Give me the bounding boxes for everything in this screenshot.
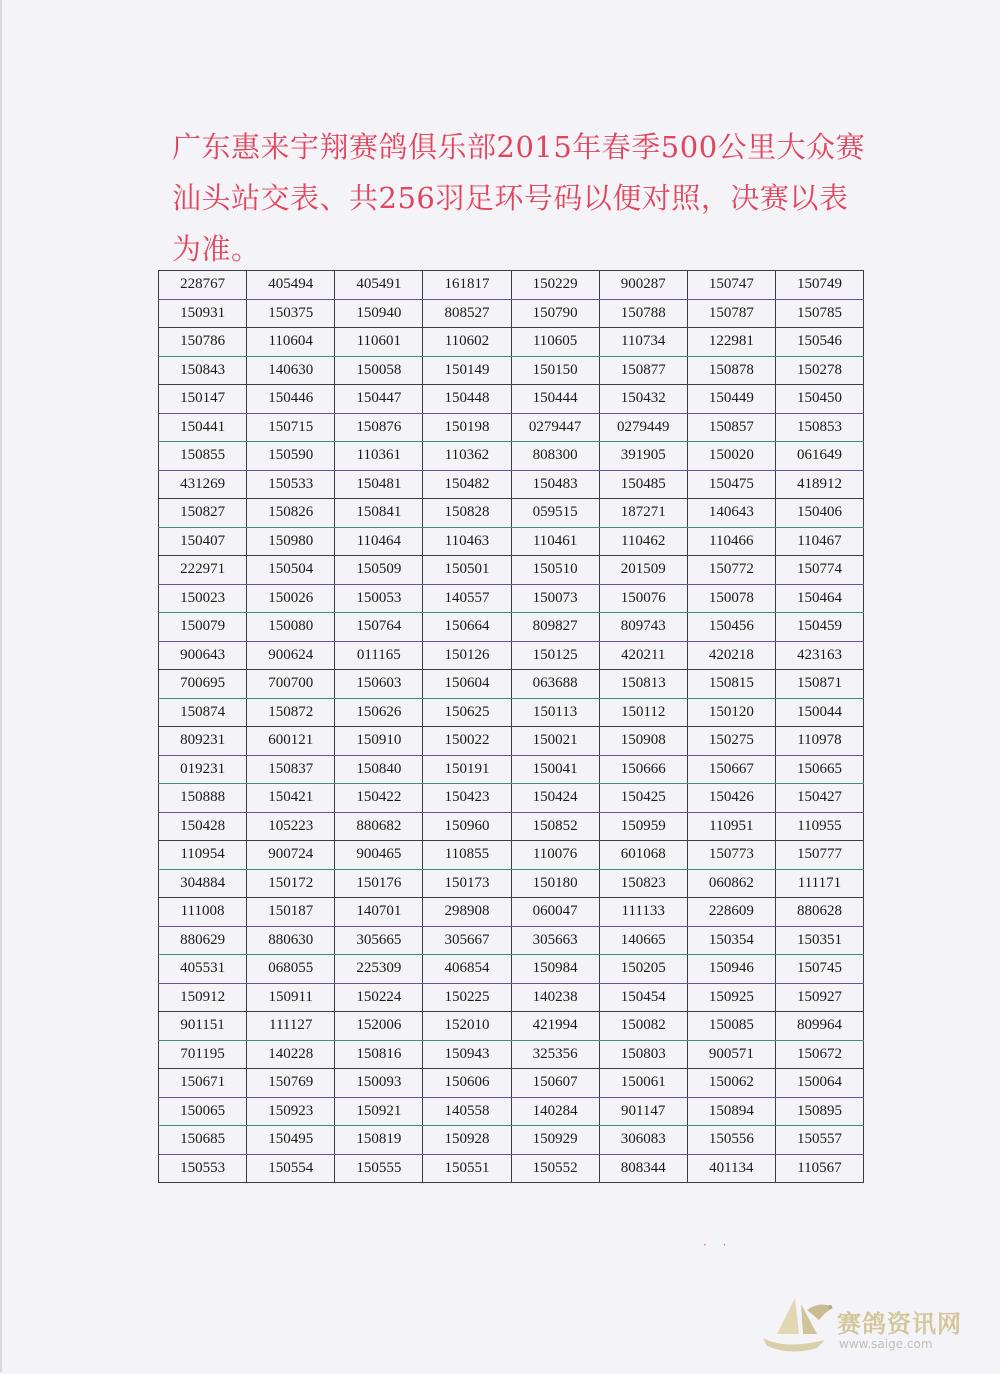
ring-number-cell: 420218 [687,641,775,670]
title-line-2: 汕头站交表、共256羽足环号码以便对照，决赛以表 [172,181,849,215]
ring-number-cell: 063688 [511,670,599,699]
ring-number-cell: 150021 [511,727,599,756]
ring-number-cell: 700695 [159,670,247,699]
ring-number-cell: 150827 [159,499,247,528]
ring-number-cell: 150785 [775,299,863,328]
ring-number-cell: 150980 [247,527,335,556]
ring-number-cell: 150551 [423,1154,511,1183]
ring-number-cell: 391905 [599,442,687,471]
ring-number-cell: 110602 [423,328,511,357]
ring-number-cell: 150745 [775,955,863,984]
ring-number-cell: 150665 [775,755,863,784]
ring-number-cell: 105223 [247,812,335,841]
table-row [159,1154,864,1183]
ring-number-cell: 150923 [247,1097,335,1126]
ring-number-cell: 150428 [159,812,247,841]
ring-number-cell: 150912 [159,983,247,1012]
ring-number-cell: 150076 [599,584,687,613]
table-row [159,784,864,813]
ring-number-cell: 150022 [423,727,511,756]
ring-number-cell: 150666 [599,755,687,784]
ring-number-cell: 880630 [247,926,335,955]
ring-number-cell: 150927 [775,983,863,1012]
ring-number-cell: 150946 [687,955,775,984]
ring-number-cell: 150546 [775,328,863,357]
ring-number-cell: 150823 [599,869,687,898]
ring-number-cell: 150826 [247,499,335,528]
ring-number-cell: 150816 [335,1040,423,1069]
ring-number-cell: 808344 [599,1154,687,1183]
ring-number-cell: 150058 [335,356,423,385]
ring-number-cell: 228767 [159,271,247,300]
ring-number-cell: 150126 [423,641,511,670]
ring-number-cell: 600121 [247,727,335,756]
ring-number-cell: 150626 [335,698,423,727]
ring-number-cell: 900724 [247,841,335,870]
ring-number-cell: 150556 [687,1126,775,1155]
ring-number-cell: 150073 [511,584,599,613]
ring-number-cell: 150225 [423,983,511,1012]
ring-number-cell: 901151 [159,1012,247,1041]
ring-number-cell: 304884 [159,869,247,898]
ring-number-cell: 150464 [775,584,863,613]
ring-number-cell: 150064 [775,1069,863,1098]
table-row [159,299,864,328]
ring-number-cell: 150819 [335,1126,423,1155]
ring-number-cell: 150176 [335,869,423,898]
ring-number-cell: 150229 [511,271,599,300]
ring-number-cell: 059515 [511,499,599,528]
table-row [159,470,864,499]
ring-number-cell: 900287 [599,271,687,300]
ring-number-cell: 011165 [335,641,423,670]
ring-number-cell: 150080 [247,613,335,642]
ring-number-cell: 150871 [775,670,863,699]
ring-number-cell: 140238 [511,983,599,1012]
ring-number-cell: 150815 [687,670,775,699]
ring-number-cell: 150173 [423,869,511,898]
ring-number-cell: 150093 [335,1069,423,1098]
ring-number-cell: 150769 [247,1069,335,1098]
ring-number-cell: 150354 [687,926,775,955]
ring-number-cell: 900643 [159,641,247,670]
ring-number-cell: 150841 [335,499,423,528]
ring-number-cell: 150504 [247,556,335,585]
ring-number-cell: 150426 [687,784,775,813]
ring-number-cell: 325356 [511,1040,599,1069]
ring-number-cell: 150191 [423,755,511,784]
ring-number-cell: 150044 [775,698,863,727]
ring-number-cell: 150422 [335,784,423,813]
ring-number-cell: 110461 [511,527,599,556]
ring-number-cell: 150205 [599,955,687,984]
ring-number-cell: 150603 [335,670,423,699]
ring-number-cell: 150664 [423,613,511,642]
ring-number-cell: 150180 [511,869,599,898]
watermark-url: www.saige.com [839,1337,933,1351]
ring-number-cell: 431269 [159,470,247,499]
ring-number-cell: 150840 [335,755,423,784]
ring-number-cell: 150041 [511,755,599,784]
ring-number-cell: 150065 [159,1097,247,1126]
ring-number-cell: 150113 [511,698,599,727]
ring-number-cell: 150876 [335,413,423,442]
ring-number-cell: 110567 [775,1154,863,1183]
ring-number-cell: 880682 [335,812,423,841]
ring-number-cell: 228609 [687,898,775,927]
ring-number-cell: 110362 [423,442,511,471]
ring-number-cell: 150278 [775,356,863,385]
ring-number-cell: 150198 [423,413,511,442]
ring-number-cell: 150878 [687,356,775,385]
ring-number-cell: 110604 [247,328,335,357]
ring-number-cell: 150777 [775,841,863,870]
table-row [159,641,864,670]
ring-number-cell: 150552 [511,1154,599,1183]
ring-number-cell: 111133 [599,898,687,927]
ring-number-cell: 150147 [159,385,247,414]
ring-number-cell: 150351 [775,926,863,955]
table-row [159,385,864,414]
ring-number-cell: 150940 [335,299,423,328]
ring-number-cell: 150828 [423,499,511,528]
ring-number-cell: 150872 [247,698,335,727]
ring-number-cell: 140558 [423,1097,511,1126]
ring-number-cell: 150125 [511,641,599,670]
ring-number-cell: 306083 [599,1126,687,1155]
ring-number-cell: 150747 [687,271,775,300]
ring-number-cell: 150425 [599,784,687,813]
ring-number-cell: 150931 [159,299,247,328]
ring-number-cell: 150557 [775,1126,863,1155]
ring-number-cell: 150079 [159,613,247,642]
table-row [159,413,864,442]
ring-number-cell: 150888 [159,784,247,813]
ring-number-cell: 150911 [247,983,335,1012]
table-row [159,442,864,471]
watermark [755,1290,970,1362]
ring-number-cell: 201509 [599,556,687,585]
ring-number-cell: 150053 [335,584,423,613]
ring-number-cell: 110954 [159,841,247,870]
ring-number-cell: 150447 [335,385,423,414]
ring-number-cell: 110951 [687,812,775,841]
ring-number-cell: 150406 [775,499,863,528]
ring-number-cell: 150774 [775,556,863,585]
ring-number-cell: 150495 [247,1126,335,1155]
ring-number-cell: 701195 [159,1040,247,1069]
ring-number-cell: 0279447 [511,413,599,442]
ring-number-cell: 150482 [423,470,511,499]
table-row [159,983,864,1012]
ring-number-cell: 150855 [159,442,247,471]
ring-number-cell: 418912 [775,470,863,499]
table-row [159,584,864,613]
table-row [159,1097,864,1126]
ring-number-cell: 150078 [687,584,775,613]
table-row [159,698,864,727]
ring-number-cell: 150062 [687,1069,775,1098]
ring-number-cell: 401134 [687,1154,775,1183]
ring-number-cell: 140643 [687,499,775,528]
ring-number-cell: 809827 [511,613,599,642]
ring-number-cell: 150446 [247,385,335,414]
ring-number-cell: 110605 [511,328,599,357]
ring-number-cell: 111171 [775,869,863,898]
ring-number-cell: 122981 [687,328,775,357]
ring-number-cell: 140557 [423,584,511,613]
table-row [159,271,864,300]
ring-number-cell: 150112 [599,698,687,727]
ring-number-cell: 900571 [687,1040,775,1069]
ring-number-cell: 150773 [687,841,775,870]
ring-number-cell: 068055 [247,955,335,984]
ring-number-cell: 110855 [423,841,511,870]
ring-number-cell: 808527 [423,299,511,328]
ring-number-cell: 161817 [423,271,511,300]
ring-number-cell: 150150 [511,356,599,385]
table-row [159,1126,864,1155]
title-line-1: 广东惠来宇翔赛鸽俱乐部2015年春季500公里大众赛 [172,130,866,164]
ring-number-cell: 150764 [335,613,423,642]
ring-number-cell: 150895 [775,1097,863,1126]
ring-number-cell: 150375 [247,299,335,328]
ring-number-cell: 110463 [423,527,511,556]
ring-number-cell: 150085 [687,1012,775,1041]
ring-number-cell: 298908 [423,898,511,927]
ring-number-cell: 110466 [687,527,775,556]
table-row [159,869,864,898]
ring-number-cell: 150959 [599,812,687,841]
ring-number-cell: 150485 [599,470,687,499]
ring-number-cell: 110734 [599,328,687,357]
table-row [159,556,864,585]
ring-number-cell: 601068 [599,841,687,870]
ring-number-cell: 152006 [335,1012,423,1041]
ring-number-cell: 110467 [775,527,863,556]
ring-number-table [158,270,864,1183]
ring-number-cell: 150787 [687,299,775,328]
ring-number-cell: 405494 [247,271,335,300]
ring-number-cell: 150894 [687,1097,775,1126]
ring-number-cell: 140665 [599,926,687,955]
ring-number-cell: 150788 [599,299,687,328]
ring-number-cell: 150444 [511,385,599,414]
ring-number-cell: 110978 [775,727,863,756]
ring-number-cell: 187271 [599,499,687,528]
ring-number-cell: 150929 [511,1126,599,1155]
ring-number-cell: 880629 [159,926,247,955]
ring-number-cell: 110076 [511,841,599,870]
ring-number-cell: 150424 [511,784,599,813]
table-row [159,755,864,784]
ring-number-cell: 150604 [423,670,511,699]
table-row [159,727,864,756]
ring-number-cell: 809231 [159,727,247,756]
table-row [159,527,864,556]
ring-number-cell: 150082 [599,1012,687,1041]
ring-number-cell: 150790 [511,299,599,328]
ring-number-cell: 150928 [423,1126,511,1155]
ring-number-cell: 111127 [247,1012,335,1041]
ring-number-cell: 150606 [423,1069,511,1098]
ring-number-cell: 150061 [599,1069,687,1098]
ring-number-cell: 150432 [599,385,687,414]
ring-number-cell: 150625 [423,698,511,727]
ring-number-cell: 150423 [423,784,511,813]
ring-number-cell: 150421 [247,784,335,813]
ring-number-cell: 150187 [247,898,335,927]
ring-number-cell: 150925 [687,983,775,1012]
ring-number-cell: 150450 [775,385,863,414]
ring-number-cell: 700700 [247,670,335,699]
ring-number-cell: 150837 [247,755,335,784]
ring-number-cell: 421994 [511,1012,599,1041]
ring-number-cell: 111008 [159,898,247,927]
ring-number-cell: 150921 [335,1097,423,1126]
ring-number-cell: 150224 [335,983,423,1012]
ring-number-cell: 809743 [599,613,687,642]
ring-number-cell: 150459 [775,613,863,642]
ring-number-cell: 900465 [335,841,423,870]
ring-number-cell: 150590 [247,442,335,471]
ring-number-cell: 140284 [511,1097,599,1126]
ring-number-cell: 150910 [335,727,423,756]
ring-number-cell: 150510 [511,556,599,585]
ring-number-cell: 222971 [159,556,247,585]
ring-number-cell: 880628 [775,898,863,927]
table-row [159,499,864,528]
ring-number-cell: 150874 [159,698,247,727]
ring-number-cell: 405491 [335,271,423,300]
table-row [159,812,864,841]
table-row [159,926,864,955]
ring-number-cell: 150483 [511,470,599,499]
ring-number-cell: 150448 [423,385,511,414]
table-row [159,328,864,357]
ring-number-cell: 150533 [247,470,335,499]
ring-number-cell: 150449 [687,385,775,414]
table-row [159,841,864,870]
ring-number-cell: 150407 [159,527,247,556]
print-speck: · · [703,1238,733,1252]
table-row [159,670,864,699]
ring-number-cell: 150553 [159,1154,247,1183]
table-row [159,1012,864,1041]
ring-number-cell: 110955 [775,812,863,841]
ring-number-cell: 150441 [159,413,247,442]
ring-number-cell: 150667 [687,755,775,784]
ring-number-cell: 110601 [335,328,423,357]
pigeon-ship-logo-icon [755,1290,850,1362]
ring-number-cell: 150026 [247,584,335,613]
ring-number-cell: 225309 [335,955,423,984]
ring-number-cell: 152010 [423,1012,511,1041]
ring-number-cell: 150803 [599,1040,687,1069]
table-row [159,898,864,927]
ring-number-cell: 150877 [599,356,687,385]
title-line-3: 为准。 [172,232,261,266]
ring-number-cell: 150554 [247,1154,335,1183]
ring-number-cell: 060862 [687,869,775,898]
ring-number-cell: 150960 [423,812,511,841]
table-row [159,955,864,984]
ring-number-cell: 061649 [775,442,863,471]
table-row [159,613,864,642]
ring-number-cell: 060047 [511,898,599,927]
ring-number-cell: 150786 [159,328,247,357]
ring-number-cell: 150475 [687,470,775,499]
table-row [159,1040,864,1069]
ring-number-cell: 305665 [335,926,423,955]
ring-number-cell: 150943 [423,1040,511,1069]
ring-number-cell: 150672 [775,1040,863,1069]
ring-number-cell: 150020 [687,442,775,471]
table-row [159,356,864,385]
ring-number-cell: 150454 [599,983,687,1012]
ring-number-cell: 150501 [423,556,511,585]
ring-number-cell: 110462 [599,527,687,556]
ring-number-cell: 406854 [423,955,511,984]
table-row [159,1069,864,1098]
ring-number-cell: 140228 [247,1040,335,1069]
ring-number-cell: 150685 [159,1126,247,1155]
ring-number-cell: 405531 [159,955,247,984]
ring-number-cell: 150555 [335,1154,423,1183]
ring-number-cell: 420211 [599,641,687,670]
ring-number-cell: 140701 [335,898,423,927]
ring-number-cell: 150715 [247,413,335,442]
ring-number-cell: 110464 [335,527,423,556]
ring-number-cell: 150749 [775,271,863,300]
ring-number-cell: 150813 [599,670,687,699]
ring-number-cell: 110361 [335,442,423,471]
ring-number-cell: 140630 [247,356,335,385]
ring-number-cell: 150149 [423,356,511,385]
ring-number-cell: 150607 [511,1069,599,1098]
ring-number-cell: 150857 [687,413,775,442]
ring-number-cell: 150772 [687,556,775,585]
ring-number-cell: 305663 [511,926,599,955]
ring-number-cell: 150481 [335,470,423,499]
ring-number-cell: 150852 [511,812,599,841]
ring-number-cell: 150853 [775,413,863,442]
ring-number-cell: 809964 [775,1012,863,1041]
ring-number-cell: 150456 [687,613,775,642]
ring-number-cell: 901147 [599,1097,687,1126]
watermark-site-name: 赛鸽资讯网 [837,1310,962,1338]
ring-number-cell: 900624 [247,641,335,670]
ring-number-cell: 808300 [511,442,599,471]
ring-number-cell: 0279449 [599,413,687,442]
ring-number-cell: 150984 [511,955,599,984]
ring-number-cell: 150172 [247,869,335,898]
ring-number-cell: 150671 [159,1069,247,1098]
ring-number-cell: 150843 [159,356,247,385]
ring-number-cell: 019231 [159,755,247,784]
ring-number-cell: 150023 [159,584,247,613]
ring-number-cell: 150427 [775,784,863,813]
ring-number-cell: 305667 [423,926,511,955]
ring-number-cell: 423163 [775,641,863,670]
notice-title [172,122,872,275]
ring-number-cell: 150509 [335,556,423,585]
ring-number-cell: 150908 [599,727,687,756]
ring-number-cell: 150120 [687,698,775,727]
ring-number-cell: 150275 [687,727,775,756]
